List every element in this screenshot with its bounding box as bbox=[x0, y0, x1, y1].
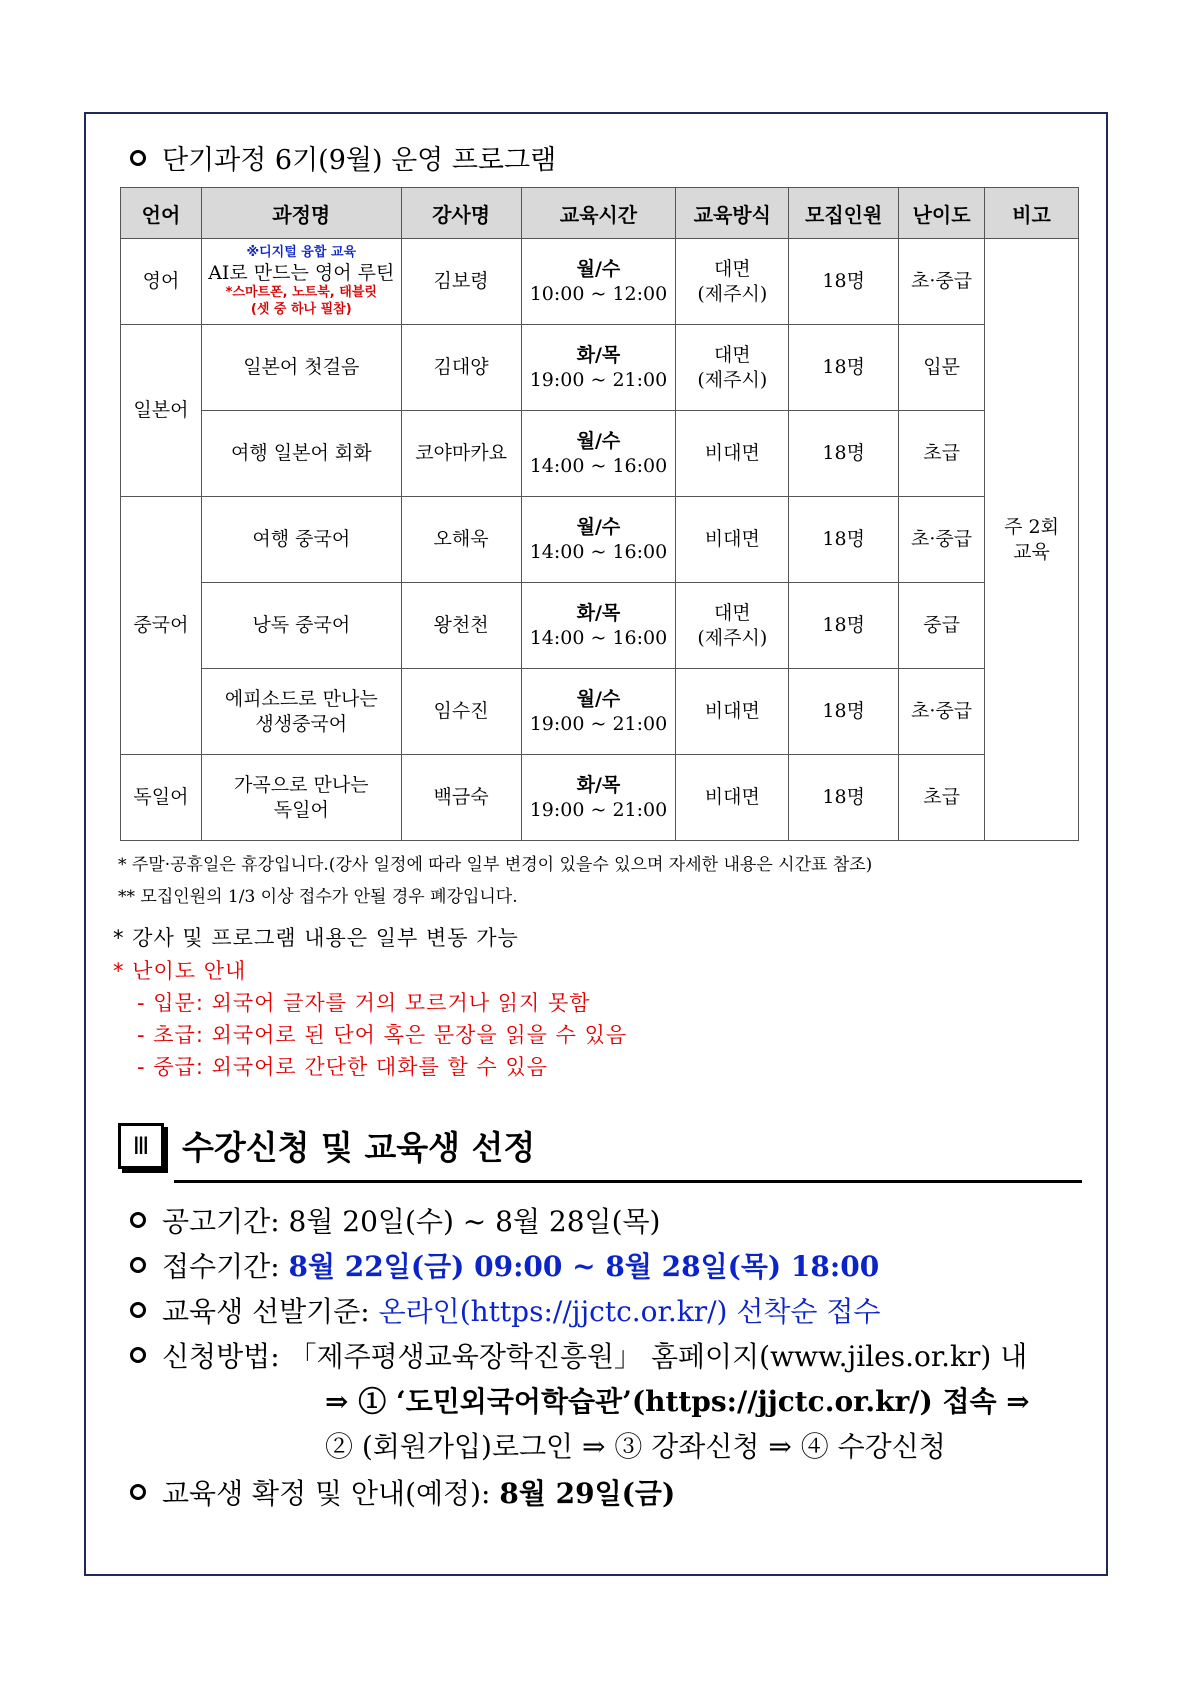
level-cell: 초급 bbox=[899, 755, 985, 841]
header-level: 난이도 bbox=[899, 188, 985, 239]
level-intermediate: - 중급: 외국어로 간단한 대화를 할 수 있음 bbox=[137, 1055, 548, 1079]
teacher-cell: 코야마카요 bbox=[401, 411, 521, 497]
circle-bullet-icon bbox=[130, 150, 146, 166]
criteria-line bbox=[130, 1290, 880, 1330]
level-cell: 입문 bbox=[899, 325, 985, 411]
teacher-cell: 김보령 bbox=[401, 239, 521, 325]
program-title-text: 단기과정 6기(9월) 운영 프로그램 bbox=[162, 145, 557, 176]
apply-label: 접수기간: bbox=[162, 1250, 289, 1283]
section3-underline bbox=[174, 1180, 1082, 1183]
table-row bbox=[121, 411, 1079, 497]
method-sub: (제주시) bbox=[697, 626, 768, 649]
count-cell: 18명 bbox=[789, 325, 899, 411]
level-beginner: - 입문: 외국어 글자를 거의 모르거나 읽지 못함 bbox=[137, 991, 591, 1015]
teacher-cell: 오해욱 bbox=[401, 497, 521, 583]
level-cell: 초·중급 bbox=[899, 239, 985, 325]
method-cell bbox=[676, 239, 789, 325]
day-text: 화/목 bbox=[576, 773, 621, 796]
criteria-label: 교육생 선발기준: bbox=[162, 1295, 379, 1328]
teacher-cell: 백금숙 bbox=[401, 755, 521, 841]
time-text: 14:00 ~ 16:00 bbox=[529, 626, 668, 649]
time-cell bbox=[521, 325, 676, 411]
count-cell: 18명 bbox=[789, 497, 899, 583]
table-row bbox=[121, 669, 1079, 755]
header-method: 교육방식 bbox=[676, 188, 789, 239]
circle-bullet-icon bbox=[130, 1484, 146, 1500]
method-text: 대면 bbox=[713, 343, 751, 366]
method-text: 신청방법: 「제주평생교육장학진흥원」 홈페이지(www.jiles.or.kr) 내 bbox=[162, 1340, 1028, 1373]
teacher-cell: 김대양 bbox=[401, 325, 521, 411]
time-cell bbox=[521, 411, 676, 497]
note-cell: 주 2회 교육 bbox=[985, 239, 1079, 841]
time-cell bbox=[521, 583, 676, 669]
method-step2: ② (회원가입)로그인 ⇒ ③ 강좌신청 ⇒ ④ 수강신청 bbox=[325, 1430, 946, 1463]
section-number-badge: Ⅲ bbox=[118, 1123, 164, 1169]
time-cell bbox=[521, 239, 676, 325]
circle-bullet-icon bbox=[130, 1212, 146, 1228]
count-cell: 18명 bbox=[789, 239, 899, 325]
confirm-value: 8월 29일(금) bbox=[499, 1477, 676, 1510]
header-count: 모집인원 bbox=[789, 188, 899, 239]
program-section-title bbox=[130, 138, 556, 177]
course-name: 에피소드로 만나는 bbox=[224, 687, 378, 710]
lang-cell: 영어 bbox=[121, 239, 202, 325]
header-course: 과정명 bbox=[201, 188, 401, 239]
table-row bbox=[121, 583, 1079, 669]
time-text: 10:00 ~ 12:00 bbox=[529, 282, 668, 305]
header-teacher: 강사명 bbox=[401, 188, 521, 239]
method-text: 대면 bbox=[713, 257, 751, 280]
circle-bullet-icon bbox=[130, 1347, 146, 1363]
apply-value: 8월 22일(금) 09:00 ~ 8월 28일(목) 18:00 bbox=[288, 1250, 880, 1283]
table-row bbox=[121, 325, 1079, 411]
course-cell: 일본어 첫걸음 bbox=[201, 325, 401, 411]
circle-bullet-icon bbox=[130, 1257, 146, 1273]
course-cell bbox=[201, 239, 401, 325]
method-sub: (제주시) bbox=[697, 368, 768, 391]
day-text: 월/수 bbox=[576, 429, 621, 452]
footnote-holiday: * 주말·공휴일은 휴강입니다.(강사 일정에 따라 일부 변경이 있을수 있으며 자세한 내용은 시간표 참조) bbox=[118, 855, 873, 875]
course-cell: 낭독 중국어 bbox=[201, 583, 401, 669]
course-cell bbox=[201, 755, 401, 841]
course-name: AI로 만드는 영어 루틴 bbox=[208, 261, 395, 284]
course-sub: (셋 중 하나 필참) bbox=[250, 301, 352, 317]
day-text: 화/목 bbox=[576, 601, 621, 624]
teacher-cell: 임수진 bbox=[401, 669, 521, 755]
method-line bbox=[130, 1335, 1027, 1375]
apply-period-line bbox=[130, 1245, 879, 1285]
footnote-cancel: ** 모집인원의 1/3 이상 접수가 안될 경우 폐강입니다. bbox=[118, 887, 518, 907]
count-cell: 18명 bbox=[789, 669, 899, 755]
section3-title: 수강신청 및 교육생 선정 bbox=[182, 1128, 536, 1167]
lang-cell: 독일어 bbox=[121, 755, 202, 841]
count-cell: 18명 bbox=[789, 755, 899, 841]
confirm-label: 교육생 확정 및 안내(예정): bbox=[162, 1477, 500, 1510]
level-cell: 초급 bbox=[899, 411, 985, 497]
course-name-2: 생생중국어 bbox=[255, 712, 348, 735]
day-text: 월/수 bbox=[576, 687, 621, 710]
method-cell: 비대면 bbox=[676, 497, 789, 583]
time-text: 19:00 ~ 21:00 bbox=[529, 712, 668, 735]
course-tag: ※디지털 융합 교육 bbox=[246, 245, 357, 261]
section3-header bbox=[118, 1122, 535, 1169]
time-text: 19:00 ~ 21:00 bbox=[529, 368, 668, 391]
level-basic: - 초급: 외국어로 된 단어 혹은 문장을 읽을 수 있음 bbox=[137, 1023, 628, 1047]
method-cell: 비대면 bbox=[676, 669, 789, 755]
notice-period-line bbox=[130, 1200, 660, 1240]
time-text: 19:00 ~ 21:00 bbox=[529, 798, 668, 821]
count-cell: 18명 bbox=[789, 411, 899, 497]
method-cell: 비대면 bbox=[676, 411, 789, 497]
table-row bbox=[121, 497, 1079, 583]
notice-change: * 강사 및 프로그램 내용은 일부 변동 가능 bbox=[113, 926, 519, 950]
level-cell: 초·중급 bbox=[899, 669, 985, 755]
time-cell bbox=[521, 755, 676, 841]
method-text: 대면 bbox=[713, 601, 751, 624]
level-cell: 초·중급 bbox=[899, 497, 985, 583]
confirm-line bbox=[130, 1472, 675, 1512]
time-text: 14:00 ~ 16:00 bbox=[529, 454, 668, 477]
course-name-2: 독일어 bbox=[273, 798, 329, 821]
count-cell: 18명 bbox=[789, 583, 899, 669]
method-cell: 비대면 bbox=[676, 755, 789, 841]
level-cell: 중급 bbox=[899, 583, 985, 669]
course-sub: *스마트폰, 노트북, 태블릿 bbox=[225, 285, 377, 301]
table-row bbox=[121, 239, 1079, 325]
header-language: 언어 bbox=[121, 188, 202, 239]
notice-period-text: 공고기간: 8월 20일(수) ~ 8월 28일(목) bbox=[162, 1205, 661, 1238]
table-row bbox=[121, 755, 1079, 841]
time-cell bbox=[521, 669, 676, 755]
course-cell: 여행 중국어 bbox=[201, 497, 401, 583]
day-text: 월/수 bbox=[576, 257, 621, 280]
teacher-cell: 왕천천 bbox=[401, 583, 521, 669]
course-name: 가곡으로 만나는 bbox=[234, 773, 369, 796]
lang-cell: 중국어 bbox=[121, 497, 202, 755]
table-header-row bbox=[121, 188, 1079, 239]
header-note: 비고 bbox=[985, 188, 1079, 239]
method-cell bbox=[676, 325, 789, 411]
circle-bullet-icon bbox=[130, 1302, 146, 1318]
time-cell bbox=[521, 497, 676, 583]
method-step1: ⇒ ① ‘도민외국어학습관’(https://jjctc.or.kr/) 접속 ⇒ bbox=[325, 1385, 1030, 1418]
program-table bbox=[120, 187, 1079, 841]
time-text: 14:00 ~ 16:00 bbox=[529, 540, 668, 563]
day-text: 화/목 bbox=[576, 343, 621, 366]
lang-cell: 일본어 bbox=[121, 325, 202, 497]
header-time: 교육시간 bbox=[521, 188, 676, 239]
notice-level-title: * 난이도 안내 bbox=[113, 959, 247, 983]
criteria-value: 온라인(https://jjctc.or.kr/) 선착순 접수 bbox=[378, 1295, 881, 1328]
course-cell bbox=[201, 669, 401, 755]
day-text: 월/수 bbox=[576, 515, 621, 538]
method-cell bbox=[676, 583, 789, 669]
course-cell: 여행 일본어 회화 bbox=[201, 411, 401, 497]
method-sub: (제주시) bbox=[697, 282, 768, 305]
